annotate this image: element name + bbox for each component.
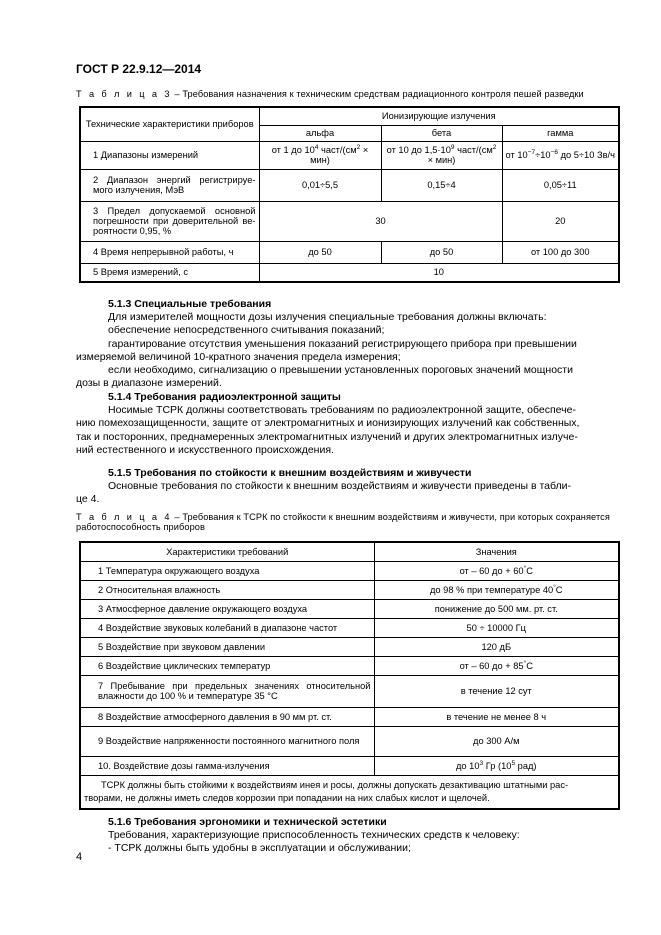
table4-cell-label: 5 Воздействие при звуковом давлении — [80, 637, 374, 656]
section-5-1-5-title: 5.1.5 Требования по стойкости к внешним воздействиям и живучести — [108, 467, 472, 479]
table4-caption-text-2: работоспособность приборов — [76, 522, 205, 532]
table3-cell-gamma: 20 — [502, 201, 619, 241]
table3-header-characteristics: Технические характеристики приборов — [80, 107, 259, 141]
table-row — [80, 637, 619, 656]
table4-cell-value: до 98 % при температуре 40°С — [374, 580, 619, 599]
table-row — [80, 599, 619, 618]
paragraph-line: Для измерителей мощности дозы излучения специальные требования должны включать: — [108, 311, 547, 323]
table3-header-gamma: гамма — [502, 125, 619, 141]
table4-note-line: ТСРК должны быть стойкими к воздействиям инея и росы, должны допускать дезактивацию штатными рас- — [101, 779, 569, 790]
table-row — [80, 263, 619, 282]
table4-cell-value: от – 60 до + 60°С — [374, 561, 619, 580]
table4-caption-text: – Требования к ТСРК по стойкости к внешним воздействиям и живучести, при которых сохраняется — [171, 512, 610, 522]
table3-cell-gamma: 0,05÷11 — [502, 169, 619, 201]
paragraph-line: Основные требования по стойкости к внешним воздействиям и живучести приведены в табли- — [108, 480, 572, 492]
paragraph-line: обеспечение непосредственного считывания показаний; — [108, 324, 385, 337]
page-number: 4 — [76, 851, 83, 863]
table4-header-values: Значения — [374, 542, 619, 561]
paragraph-line: нию помехозащищенности, защите от электромагнитных и ионизирующих излучений как собственных, — [76, 417, 580, 430]
table4-cell-label: 9 Воздействие напряженности постоянного магнитного поля — [80, 726, 374, 756]
table4-cell-label: 3 Атмосферное давление окружающего воздуха — [80, 599, 374, 618]
table3-cell-gamma: от $10^{-7}\div 10^{-6}$ до 5÷10 Зв/ч — [502, 141, 619, 169]
section-5-1-3-title: 5.1.3 Специальные требования — [108, 298, 272, 310]
table-row — [80, 726, 619, 756]
section-5-1-6-title: 5.1.6 Требования эргономики и технической эстетики — [108, 816, 387, 828]
table4-note-line: творами, не должны иметь следов коррозии при попадании на них слабых кислот и щелочей. — [84, 792, 490, 803]
table4-note — [80, 775, 619, 809]
table3-cell-label: 4 Время непрерывной работы, ч — [80, 241, 259, 263]
paragraph-line: - ТСРК должны быть удобны в эксплуатации и обслуживании; — [108, 842, 411, 855]
table4-cell-label: 2 Относительная влажность — [80, 580, 374, 599]
table3-cell-all: 10 — [259, 263, 619, 282]
table3-cell-beta: от 10 до $1,5\cdot 10^9$ част/$(см^2 \times мин)$ — [381, 141, 502, 169]
table-row — [80, 241, 619, 263]
table3-cell-beta: 0,15÷4 — [381, 169, 502, 201]
table4-cell-label: 7 Пребывание при предельных значениях относительной влажности до 100 % и температуре 35 °С — [80, 675, 374, 707]
table-row — [80, 169, 619, 201]
table4-cell-value: 120 дБ — [374, 637, 619, 656]
table3-cell-alpha: 0,01÷5,5 — [259, 169, 381, 201]
paragraph-line: ний естественного и искусственного происхождения. — [76, 443, 334, 456]
section-5-1-6-body — [108, 829, 618, 856]
table4-cell-label: 4 Воздействие звуковых колебаний в диапазоне частот — [80, 618, 374, 637]
section-5-1-4-body — [76, 404, 621, 457]
paragraph-line: измеряемой величиной 10-кратного значения предела измерения; — [76, 350, 401, 363]
table4-cell-value: понижение до 500 мм. рт. ст. — [374, 599, 619, 618]
paragraph-line: дозы в диапазоне измерений. — [76, 377, 222, 390]
table3-cell-gamma: от 100 до 300 — [502, 241, 619, 263]
table3-header-beta: бета — [381, 125, 502, 141]
table4-cell-value: в течение не менее 8 ч — [374, 707, 619, 726]
table-row — [80, 775, 619, 809]
table-row — [80, 656, 619, 675]
table-row — [80, 756, 619, 775]
table3-caption-text: – Требования назначения к техническим средствам радиационного контроля пешей разведки — [171, 89, 584, 99]
paragraph-line: гарантирование отсутствия уменьшения показаний регистрирующего прибора при превышении — [108, 337, 577, 350]
paragraph-line: Требования, характеризующие приспособленность технических средств к человеку: — [108, 829, 520, 841]
table4-cell-value: до $10^3$ Гр ($10^5$ рад) — [374, 756, 619, 775]
table4-cell-value: в течение 12 сут — [374, 675, 619, 707]
paragraph-line: Носимые ТСРК должны соответствовать требованиям по радиоэлектронной защите, обеспече- — [108, 404, 576, 416]
table3 — [79, 106, 620, 283]
table4-cell-label: 10. Воздействие дозы гамма-излучения — [80, 756, 374, 775]
table3-cell-alpha-beta: 30 — [259, 201, 502, 241]
table3-cell-alpha: от 1 до $10^4$ част/$(см^2 \times мин)$ — [259, 141, 381, 169]
table3-cell-alpha: до 50 — [259, 241, 381, 263]
table3-header-group: Ионизирующие излучения — [259, 107, 619, 125]
table-row — [80, 201, 619, 241]
table-row — [80, 707, 619, 726]
table-row — [80, 675, 619, 707]
table3-cell-label: 1 Диапазоны измерений — [80, 141, 259, 169]
section-5-1-5-body — [76, 480, 621, 507]
section-5-1-4-title: 5.1.4 Требования радиоэлектронной защиты — [108, 391, 341, 403]
table-row — [80, 580, 619, 599]
table-row — [80, 561, 619, 580]
table4-cell-value: от – 60 до + 85°С — [374, 656, 619, 675]
table4-cell-label: 1 Температура окружающего воздуха — [80, 561, 374, 580]
table3-cell-label: 2 Диапазон энергий регистрируе-мого излучения, МэВ — [80, 169, 259, 201]
paragraph-line: це 4. — [76, 493, 100, 506]
table-row — [80, 618, 619, 637]
table3-caption — [76, 89, 606, 99]
table4-cell-value: до 300 А/м — [374, 726, 619, 756]
table-row — [80, 141, 619, 169]
table4-cell-label: 6 Воздействие циклических температур — [80, 656, 374, 675]
table3-header-alpha: альфа — [259, 125, 381, 141]
document-header: ГОСТ Р 22.9.12—2014 — [76, 62, 202, 76]
paragraph-line: так и посторонних, преднамеренных электромагнитных излучений и других электромагнитных излуче- — [76, 430, 578, 443]
table3-cell-beta: до 50 — [381, 241, 502, 263]
section-5-1-3-body — [76, 311, 621, 391]
table4-cell-value: 50 ÷ 10000 Гц — [374, 618, 619, 637]
table3-cell-label: 3 Предел допускаемой основной погрешности при доверительной ве-роятности 0,95, % — [80, 201, 259, 241]
table4 — [79, 541, 620, 810]
table3-caption-lead: Т а б л и ц а 3 — [76, 89, 172, 99]
table4-cell-label: 8 Воздействие атмосферного давления в 90 мм рт. ст. — [80, 707, 374, 726]
table4-header-requirements: Характеристики требований — [80, 542, 374, 561]
table3-cell-label: 5 Время измерений, с — [80, 263, 259, 282]
table4-caption — [76, 512, 621, 532]
table4-caption-lead: Т а б л и ц а 4 — [76, 512, 172, 522]
paragraph-line: если необходимо, сигнализацию о превышении установленных пороговых значений мощности — [108, 364, 573, 377]
